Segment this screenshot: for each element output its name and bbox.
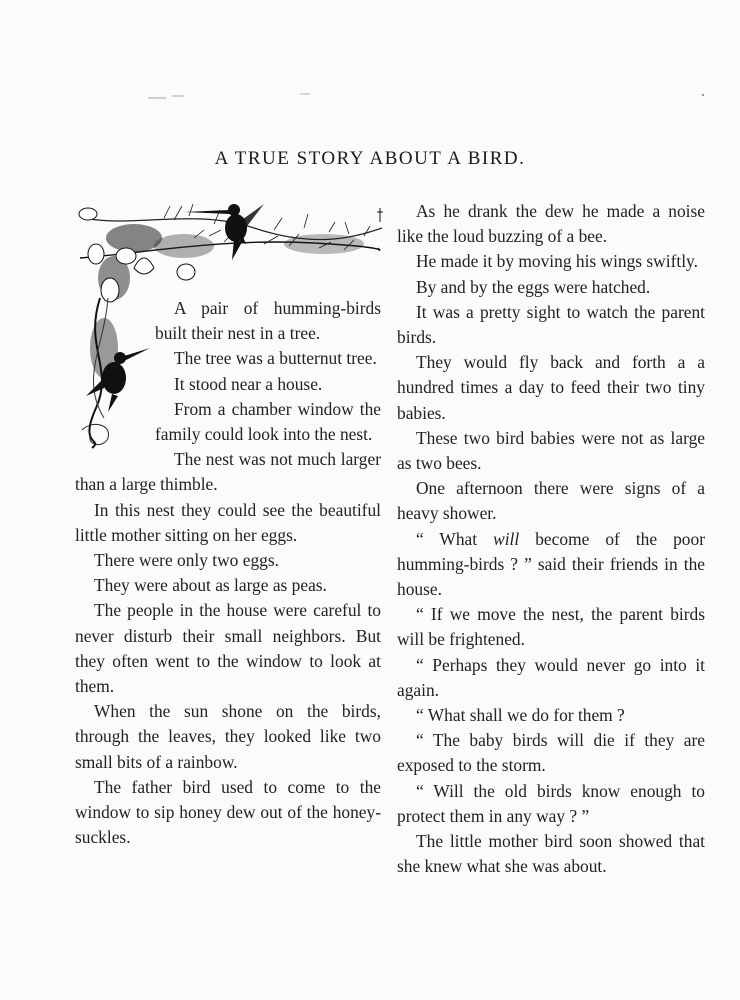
right-column bbox=[397, 199, 705, 879]
paragraph: When the sun shone on the birds, through the leaves, they looked like two small bits of a rainbow. bbox=[75, 701, 381, 772]
paragraph: “ The baby birds will die if they are exposed to the storm. bbox=[397, 730, 705, 776]
page-title: A TRUE STORY ABOUT A BIRD. bbox=[214, 148, 526, 169]
paragraph: As he drank the dew he made a noise like the loud buzzing of a bee. bbox=[397, 201, 705, 247]
paragraph: The father bird used to come to the window to sip honey dew out of the honey-suckles. bbox=[75, 776, 381, 848]
paragraph: It stood near a house. bbox=[174, 373, 323, 394]
paragraph: From a chamber window the family could look into the nest. bbox=[155, 398, 381, 445]
paragraph: In this nest they could see the beautiful little mother sitting on her eggs. bbox=[75, 499, 381, 545]
paper-specks bbox=[140, 90, 740, 110]
paragraph: “ If we move the nest, the parent birds will be frightened. bbox=[397, 604, 705, 650]
paragraph: The tree was a butternut tree. bbox=[174, 348, 377, 369]
paragraph-with-emphasis bbox=[397, 527, 705, 603]
paragraph: The nest was not much larger than a large thimble. bbox=[75, 449, 381, 495]
paragraph: By and by the eggs were hatched. bbox=[416, 276, 651, 297]
paragraph: He made it by moving his wings swiftly. bbox=[416, 251, 698, 272]
paragraph: They would fly back and forth a a hundred times a day to feed their two tiny babies. bbox=[397, 352, 705, 423]
paragraph: One afternoon there were signs of a heavy shower. bbox=[397, 478, 705, 524]
left-column bbox=[75, 199, 381, 850]
paragraph: They were about as large as peas. bbox=[94, 575, 327, 596]
paragraph: The little mother bird soon showed that she knew what she was about. bbox=[397, 831, 705, 877]
paragraph: There were only two eggs. bbox=[94, 550, 279, 571]
paragraph: “ Will the old birds know enough to protect them in any way ? ” bbox=[397, 780, 705, 826]
paragraph: A pair of humming-birds built their nest in a tree. bbox=[155, 298, 381, 344]
paragraph: It was a pretty sight to watch the parent birds. bbox=[397, 301, 705, 348]
paragraph: “ Perhaps they would never go into it again. bbox=[397, 654, 705, 700]
text-segment: become of the poor humming-birds ? ” said their friends in the house. bbox=[397, 528, 705, 600]
text-segment: “ What bbox=[416, 528, 494, 549]
emphasis-text: will bbox=[493, 528, 520, 549]
ornament-space bbox=[75, 199, 155, 449]
paragraph: “ What shall we do for them ? bbox=[416, 705, 625, 726]
paragraph: The people in the house were careful to never disturb their small neighbors. But they often went to the window to look at them. bbox=[75, 600, 381, 697]
paragraph: These two bird babies were not as large as two bees. bbox=[397, 427, 705, 474]
